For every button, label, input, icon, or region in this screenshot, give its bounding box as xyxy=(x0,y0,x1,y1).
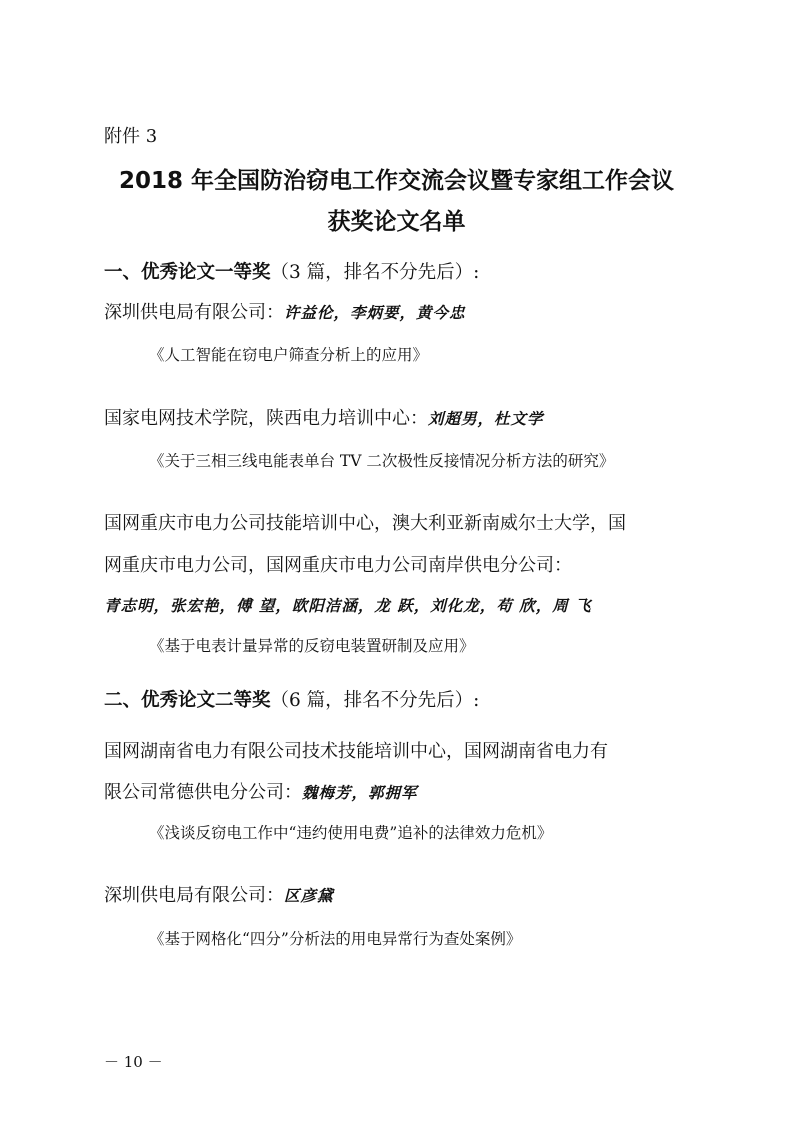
author-list: 许益伦，李炳要，黄今忠 xyxy=(284,303,466,322)
org-name: 深圳供电局有限公司： xyxy=(104,885,284,906)
author-list: 刘超男，杜文学 xyxy=(428,409,544,428)
section-note: （6 篇，排名不分先后）: xyxy=(270,690,480,711)
org-name: 国家电网技术学院，陕西电力培训中心： xyxy=(104,408,428,429)
section-note: （3 篇，排名不分先后）: xyxy=(270,262,480,283)
section-heading-first-prize xyxy=(104,258,479,284)
org-name: 限公司常德供电分公司： xyxy=(104,782,302,803)
section-title: 二、优秀论文二等奖 xyxy=(104,690,271,711)
entry-org-line: 国网重庆市电力公司技能培训中心，澳大利亚新南威尔士大学，国 xyxy=(104,513,626,534)
annex-label: 附件 3 xyxy=(104,126,158,147)
entry-org xyxy=(104,404,544,430)
entry-org xyxy=(104,778,418,804)
document-title: 2018 年全国防治窃电工作交流会议暨专家组工作会议 xyxy=(118,168,675,194)
section-title: 一、优秀论文一等奖 xyxy=(104,262,271,283)
paper-title: 《浅谈反窃电工作中“违约使用电费”追补的法律效力危机》 xyxy=(149,824,553,842)
entry-org-line: 国网湖南省电力有限公司技术技能培训中心，国网湖南省电力有 xyxy=(104,741,608,762)
author-list: 区彦黛 xyxy=(284,886,334,905)
paper-title: 《关于三相三线电能表单台 TV 二次极性反接情况分析方法的研究》 xyxy=(149,452,615,470)
author-list: 青志明，张宏艳，傅 望，欧阳洁涵，龙 跃，刘化龙，苟 欣，周 飞 xyxy=(104,596,592,615)
document-subtitle: 获奖论文名单 xyxy=(327,209,466,235)
paper-title: 《基于网格化“四分”分析法的用电异常行为查处案例》 xyxy=(149,930,522,948)
paper-title: 《基于电表计量异常的反窃电装置研制及应用》 xyxy=(149,637,475,655)
page-number: － 10 － xyxy=(104,1053,163,1071)
org-name: 深圳供电局有限公司： xyxy=(104,302,284,323)
section-heading-second-prize xyxy=(104,686,479,712)
entry-org-line: 网重庆市电力公司，国网重庆市电力公司南岸供电分公司： xyxy=(104,555,572,576)
author-list: 魏梅芳，郭拥军 xyxy=(302,783,418,802)
entry-org xyxy=(104,881,334,907)
paper-title: 《人工智能在窃电户筛查分析上的应用》 xyxy=(149,346,429,364)
entry-org xyxy=(104,298,466,324)
